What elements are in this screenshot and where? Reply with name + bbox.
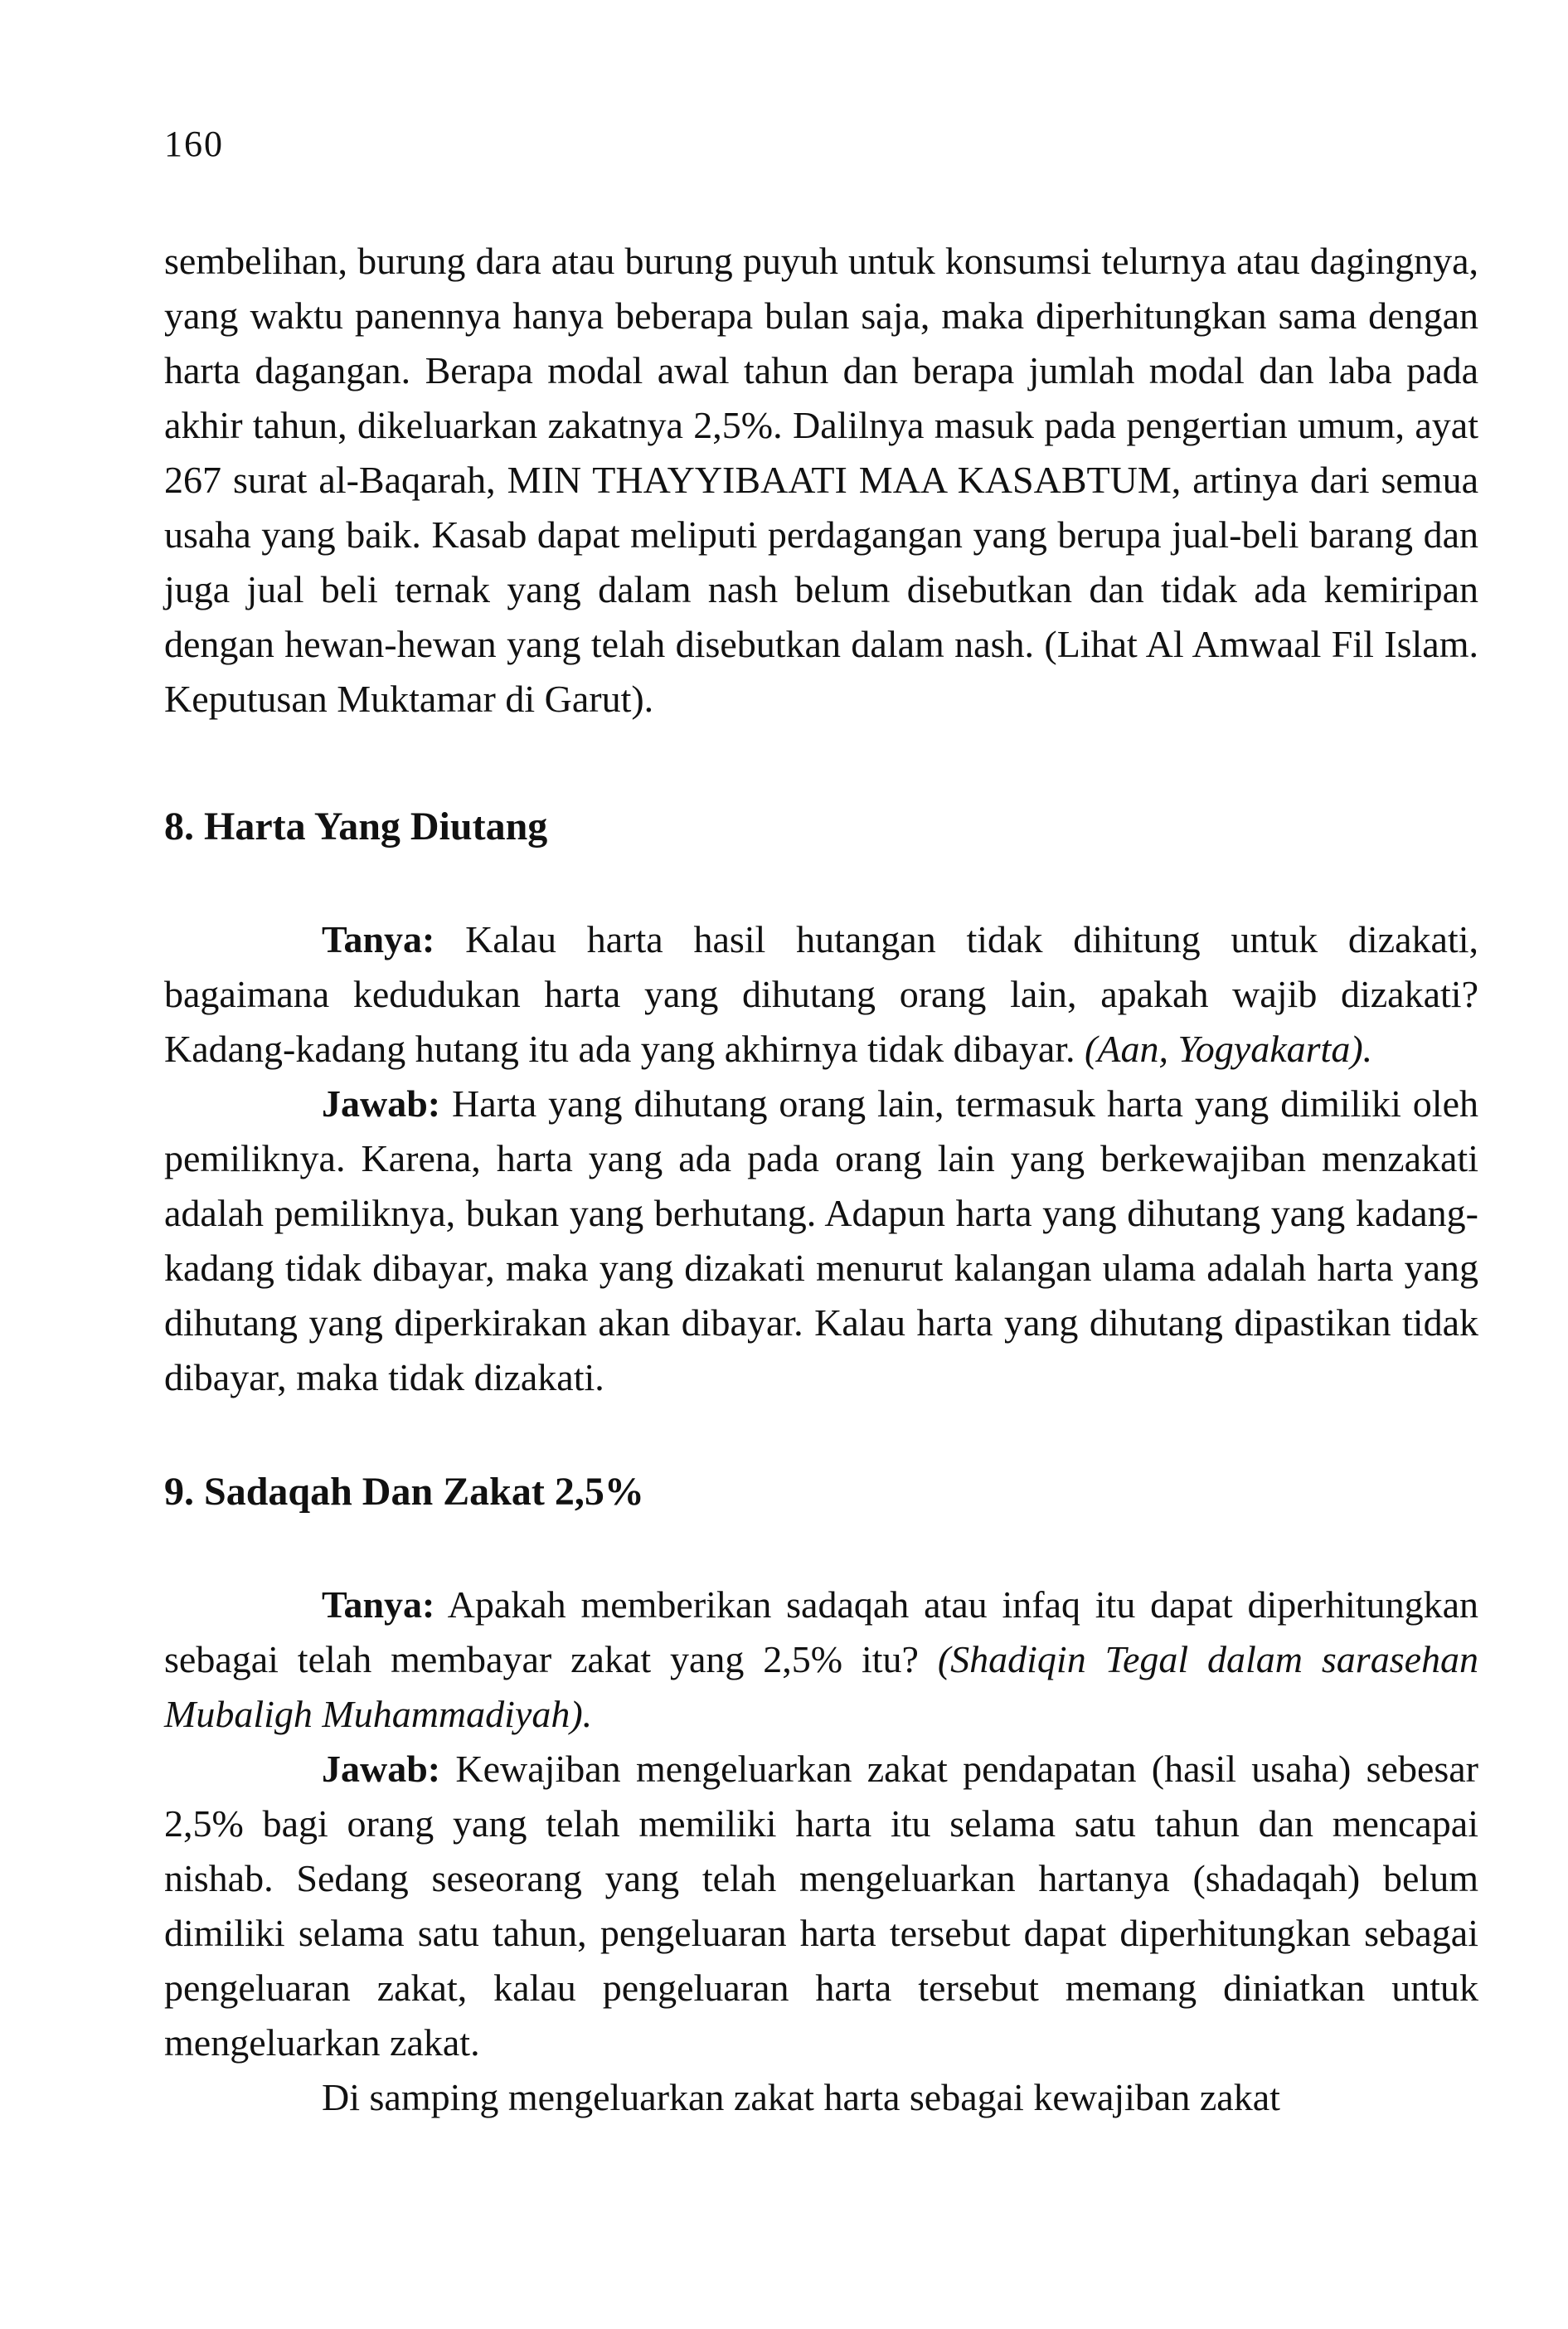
section-9-answer [164,1742,1478,2070]
section-9-question [164,1578,1478,1742]
page-number: 160 [164,124,224,164]
section-8-answer [164,1077,1478,1405]
question-text: Apakah memberikan sadaqah atau infaq itu dapat diperhitungkan sebagai telah membayar zakat yang 2,5% itu? [164,1583,1478,1680]
question-source: (Aan, Yogyakarta). [1085,1028,1373,1070]
question-text: Kalau harta hasil hutangan tidak dihitung untuk dizakati, bagaimana kedudukan harta yang dihutang orang lain, apakah wajib dizakati? Kadang-kadang hutang itu ada yang akhirnya tidak dibayar. [164,918,1478,1070]
section-9-continuation: Di samping mengeluarkan zakat harta sebagai kewajiban zakat [322,2076,1280,2118]
intro-paragraph: sembelihan, burung dara atau burung puyuh untuk konsumsi telurnya atau dagingnya, yang waktu panennya hanya beberapa bulan saja, maka diperhitungkan sama dengan harta dagangan. Berapa modal awal tahun dan berapa jumlah modal dan laba pada akhir tahun, dikeluarkan zakatnya 2,5%. Dalilnya masuk pada pengertian umum, ayat 267 surat al-Baqarah, MIN THAYYIBAATI MAA KASABTUM, artinya dari semua usaha yang baik. Kasab dapat meliputi perdagangan yang berupa jual-beli barang dan juga jual beli ternak yang dalam nash belum disebutkan dan tidak ada kemiripan dengan hewan-hewan yang telah disebutkan dalam nash. (Lihat Al Amwaal Fil Islam. Keputusan Muktamar di Garut). [164,240,1478,720]
question-label: Tanya: [322,1583,435,1626]
section-9-heading: 9. Sadaqah Dan Zakat 2,5% [164,1470,644,1514]
question-source: (Shadiqin Tegal dalam sarasehan Mubaligh Muhammadiyah). [164,1638,1479,1735]
section-8-heading: 8. Harta Yang Diutang [164,805,548,848]
question-label: Tanya: [322,918,435,960]
page-content [164,234,1478,2125]
answer-label: Jawab: [322,1082,441,1125]
section-8-question [164,912,1478,1077]
answer-text: Kewajiban mengeluarkan zakat pendapatan (hasil usaha) sebesar 2,5% bagi orang yang telah memiliki harta itu selama satu tahun dan mencapai nishab. Sedang seseorang yang telah mengeluarkan hartanya (shadaqah) belum dimiliki selama satu tahun, pengeluaran harta tersebut dapat diperhitungkan sebagai pengeluaran zakat, kalau pengeluaran harta tersebut memang diniatkan untuk mengeluarkan zakat. [164,1748,1478,2064]
answer-label: Jawab: [322,1748,441,1790]
answer-text: Harta yang dihutang orang lain, termasuk harta yang dimiliki oleh pemiliknya. Karena, harta yang ada pada orang lain yang berkewajiban menzakati adalah pemiliknya, bukan yang berhutang. Adapun harta yang dihutang yang kadang-kadang tidak dibayar, maka yang dizakati menurut kalangan ulama adalah harta yang dihutang yang diperkirakan akan dibayar. Kalau harta yang dihutang dipastikan tidak dibayar, maka tidak dizakati. [164,1082,1478,1398]
